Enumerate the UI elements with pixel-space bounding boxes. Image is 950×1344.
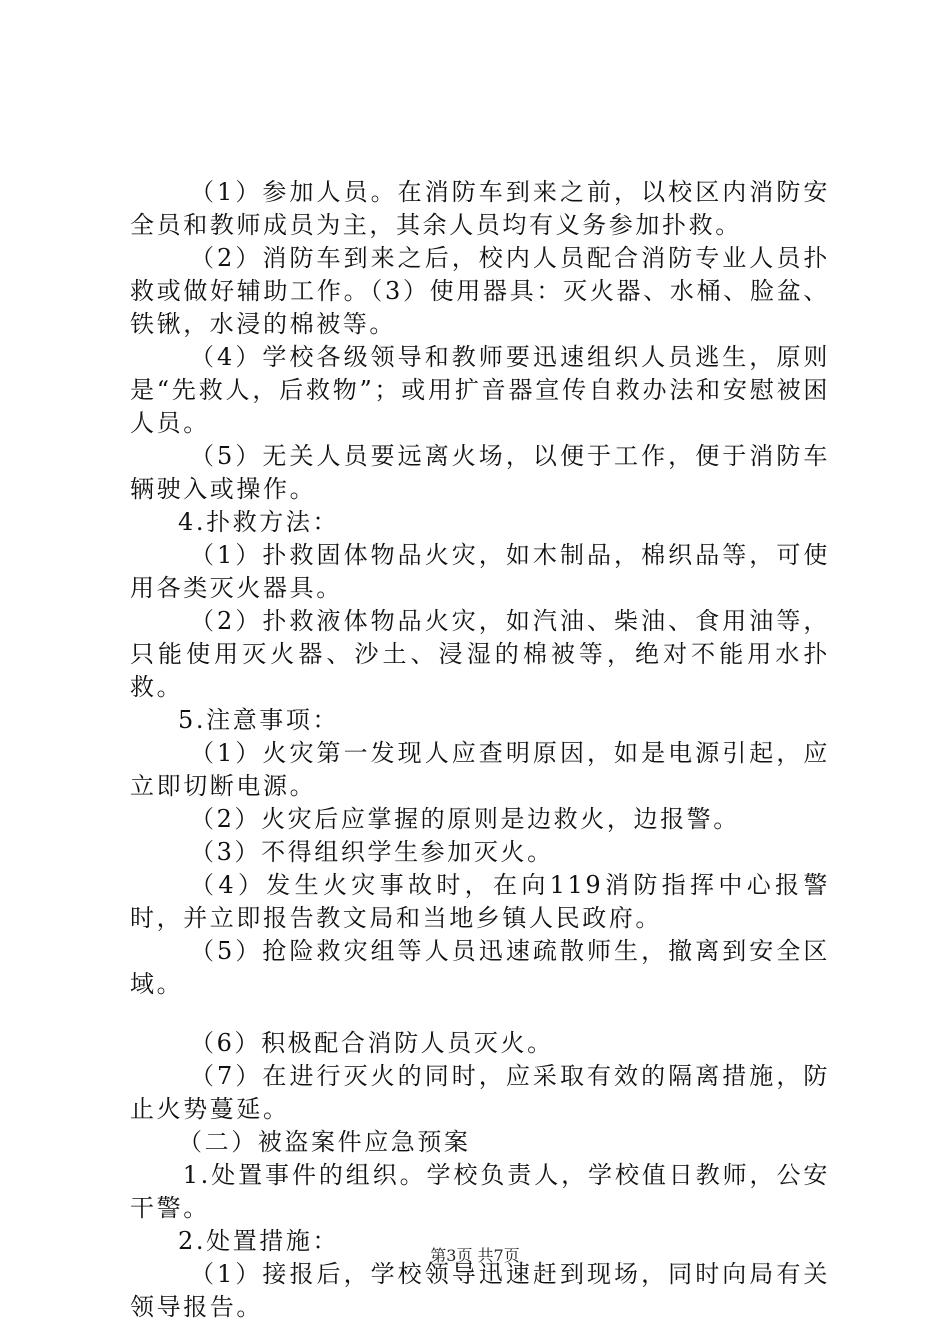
paragraph-report-119: （4）发生火灾事故时，在向119消防指挥中心报警时，并立即报告教文局和当地乡镇人民政府。 — [130, 871, 830, 932]
paragraph-evacuation: （4）学校各级领导和教师要迅速组织人员逃生，原则是“先救人，后救物”；或用扩音器宣传自救办法和安慰被困人员。 — [130, 343, 830, 437]
paragraph-isolation: （7）在进行灭火的同时，应采取有效的隔离措施，防止火势蔓延。 — [130, 1062, 830, 1123]
paragraph-organization: 1.处置事件的组织。学校负责人，学校值日教师，公安干警。 — [130, 1161, 830, 1222]
heading-theft-plan: （二）被盗案件应急预案 — [178, 1128, 471, 1156]
paragraph-principle: （2）火灾后应掌握的原则是边救火，边报警。 — [190, 805, 740, 833]
paragraph-after-fire-truck: （2）消防车到来之后，校内人员配合消防专业人员扑救或做好辅助工作。（3）使用器具：灭火器、水桶、脸盆、铁锹，水浸的棉被等。 — [130, 244, 830, 338]
paragraph-unrelated-persons: （5）无关人员要远离火场，以便于工作，便于消防车辆驶入或操作。 — [130, 442, 830, 503]
paragraph-solid-fire: （1）扑救固体物品火灾，如木制品，棉织品等，可使用各类灭火器具。 — [130, 541, 830, 602]
heading-measures: 2.处置措施： — [178, 1227, 340, 1255]
paragraph-cooperate: （6）积极配合消防人员灭火。 — [190, 1029, 554, 1057]
paragraph-disperse: （5）抢险救灾组等人员迅速疏散师生，撤离到安全区域。 — [130, 937, 830, 998]
paragraph-no-students: （3）不得组织学生参加灭火。 — [190, 838, 554, 866]
paragraph-cut-power: （1）火灾第一发现人应查明原因，如是电源引起，应立即切断电源。 — [130, 739, 830, 800]
paragraph-gap — [130, 1001, 830, 1027]
heading-precautions: 5.注意事项： — [178, 706, 340, 734]
document-body — [130, 176, 830, 1324]
paragraph-participants: （1）参加人员。在消防车到来之前，以校区内消防安全员和教师成员为主，其余人员均有义务参加扑救。 — [130, 178, 830, 239]
page-number-footer: 第3页 共7页 — [430, 1246, 520, 1265]
heading-fire-fighting-methods: 4.扑救方法： — [178, 508, 340, 536]
paragraph-report-leaders: （1）接报后，学校领导迅速赶到现场，同时向局有关领导报告。 — [130, 1260, 830, 1321]
paragraph-liquid-fire: （2）扑救液体物品火灾，如汽油、柴油、食用油等，只能使用灭火器、沙土、浸湿的棉被等，绝对不能用水扑救。 — [130, 607, 830, 701]
